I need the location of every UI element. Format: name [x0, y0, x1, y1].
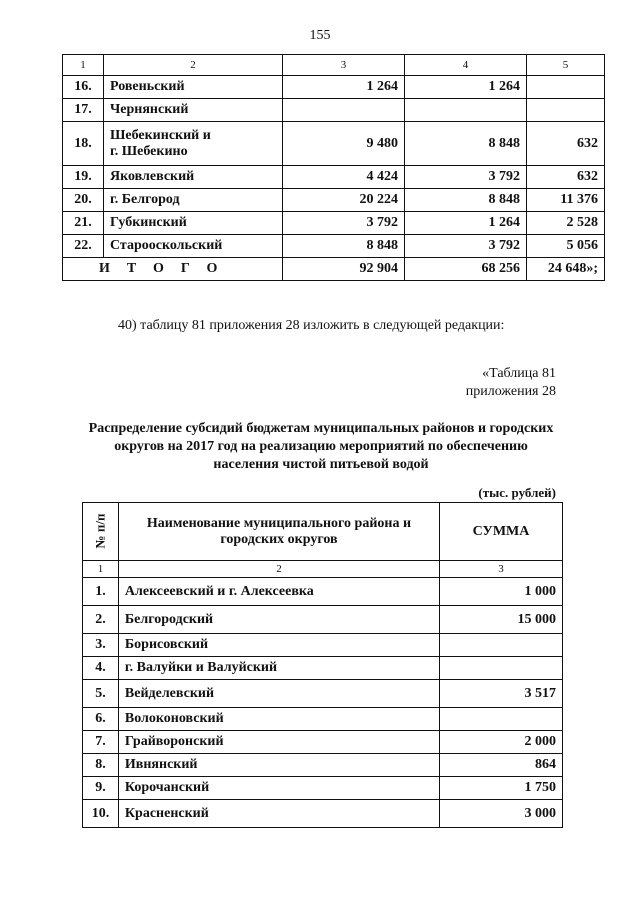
header-name: Наименование муниципального района и городских округов	[118, 503, 439, 561]
row-number: 19.	[63, 166, 104, 189]
header-num-text: № п/п	[92, 513, 108, 549]
row-number: 18.	[63, 122, 104, 166]
value-col4	[405, 99, 527, 122]
page-number: 155	[309, 28, 331, 43]
col-num-5: 5	[527, 55, 605, 76]
row-number: 8.	[83, 754, 119, 777]
district-name: Губкинский	[104, 212, 283, 235]
district-name: г. Валуйки и Валуйский	[118, 657, 439, 680]
total-label: ИТОГО	[63, 258, 283, 281]
table-title: Распределение субсидий бюджетам муниципальных районов и городских округов на 2017 год на реализацию мероприятий по обеспечению населения чистой питьевой водой	[88, 421, 554, 472]
header-row	[83, 503, 563, 561]
value-col4: 3 792	[405, 166, 527, 189]
value-col5: 632	[527, 166, 605, 189]
table-row	[63, 189, 605, 212]
value-col3	[283, 99, 405, 122]
col-num-4: 4	[405, 55, 527, 76]
value-col5: 2 528	[527, 212, 605, 235]
table-row	[63, 122, 605, 166]
row-number: 21.	[63, 212, 104, 235]
total-row	[63, 258, 605, 281]
sum-value: 864	[440, 754, 563, 777]
col-num-1: 1	[83, 561, 119, 578]
district-name: Белгородский	[118, 606, 439, 634]
table-row	[83, 731, 563, 754]
row-number: 6.	[83, 708, 119, 731]
district-name: Алексеевский и г. Алексеевка	[118, 578, 439, 606]
table-row	[63, 166, 605, 189]
sum-value	[440, 634, 563, 657]
district-name: Волоконовский	[118, 708, 439, 731]
value-col5: 632	[527, 122, 605, 166]
value-col4: 1 264	[405, 76, 527, 99]
sum-value	[440, 708, 563, 731]
value-col3: 9 480	[283, 122, 405, 166]
table-row	[63, 76, 605, 99]
value-col4: 8 848	[405, 189, 527, 212]
table-row	[83, 657, 563, 680]
header-num	[83, 503, 119, 561]
district-name: Ровеньский	[104, 76, 283, 99]
col-num-3: 3	[440, 561, 563, 578]
district-name: Борисовский	[118, 634, 439, 657]
district-name: Красненский	[118, 800, 439, 828]
district-name: Чернянский	[104, 99, 283, 122]
district-name: Вейделевский	[118, 680, 439, 708]
row-number: 7.	[83, 731, 119, 754]
table-row	[63, 212, 605, 235]
subsidy-table-continued	[62, 54, 605, 281]
water-subsidy-table	[82, 502, 563, 828]
row-number: 16.	[63, 76, 104, 99]
sum-value: 3 517	[440, 680, 563, 708]
district-name: г. Белгород	[104, 189, 283, 212]
row-number: 2.	[83, 606, 119, 634]
table-row	[83, 777, 563, 800]
table-row	[83, 634, 563, 657]
column-number-row	[63, 55, 605, 76]
district-name: Ивнянский	[118, 754, 439, 777]
total-col4: 68 256	[405, 258, 527, 281]
sum-value: 3 000	[440, 800, 563, 828]
total-col3: 92 904	[283, 258, 405, 281]
value-col3: 3 792	[283, 212, 405, 235]
col-num-1: 1	[63, 55, 104, 76]
district-name-line2: г. Шебекино	[110, 143, 188, 159]
district-name: Старооскольский	[104, 235, 283, 258]
sum-value	[440, 657, 563, 680]
table-row	[63, 99, 605, 122]
value-col3: 1 264	[283, 76, 405, 99]
table-row	[83, 800, 563, 828]
sum-value: 1 000	[440, 578, 563, 606]
value-col5	[527, 99, 605, 122]
units-label: (тыс. рублей)	[478, 485, 556, 500]
table-reference-line1: «Таблица 81	[482, 366, 556, 381]
row-number: 4.	[83, 657, 119, 680]
col-num-2: 2	[118, 561, 439, 578]
value-col3: 8 848	[283, 235, 405, 258]
row-number: 3.	[83, 634, 119, 657]
value-col4: 3 792	[405, 235, 527, 258]
value-col4: 1 264	[405, 212, 527, 235]
table-row	[63, 235, 605, 258]
sum-value: 1 750	[440, 777, 563, 800]
value-col3: 4 424	[283, 166, 405, 189]
col-num-3: 3	[283, 55, 405, 76]
header-sum: СУММА	[440, 503, 563, 561]
row-number: 5.	[83, 680, 119, 708]
value-col4: 8 848	[405, 122, 527, 166]
row-number: 22.	[63, 235, 104, 258]
row-number: 9.	[83, 777, 119, 800]
table-row	[83, 606, 563, 634]
sum-value: 2 000	[440, 731, 563, 754]
value-col5: 11 376	[527, 189, 605, 212]
district-name: Яковлевский	[104, 166, 283, 189]
district-name: Корочанский	[118, 777, 439, 800]
column-number-row	[83, 561, 563, 578]
table-row	[83, 680, 563, 708]
value-col3: 20 224	[283, 189, 405, 212]
table-row	[83, 708, 563, 731]
table-reference	[466, 365, 556, 401]
sum-value: 15 000	[440, 606, 563, 634]
table-reference-line2: приложения 28	[465, 384, 556, 399]
row-number: 10.	[83, 800, 119, 828]
district-name	[104, 122, 283, 166]
row-number: 20.	[63, 189, 104, 212]
amendment-text: 40) таблицу 81 приложения 28 изложить в следующей редакции:	[118, 318, 505, 333]
value-col5	[527, 76, 605, 99]
district-name: Грайворонский	[118, 731, 439, 754]
district-name-line1: Шебекинский и	[110, 127, 211, 143]
row-number: 1.	[83, 578, 119, 606]
value-col5: 5 056	[527, 235, 605, 258]
col-num-2: 2	[104, 55, 283, 76]
table-row	[83, 754, 563, 777]
table-row	[83, 578, 563, 606]
total-col5: 24 648»;	[527, 258, 605, 281]
row-number: 17.	[63, 99, 104, 122]
